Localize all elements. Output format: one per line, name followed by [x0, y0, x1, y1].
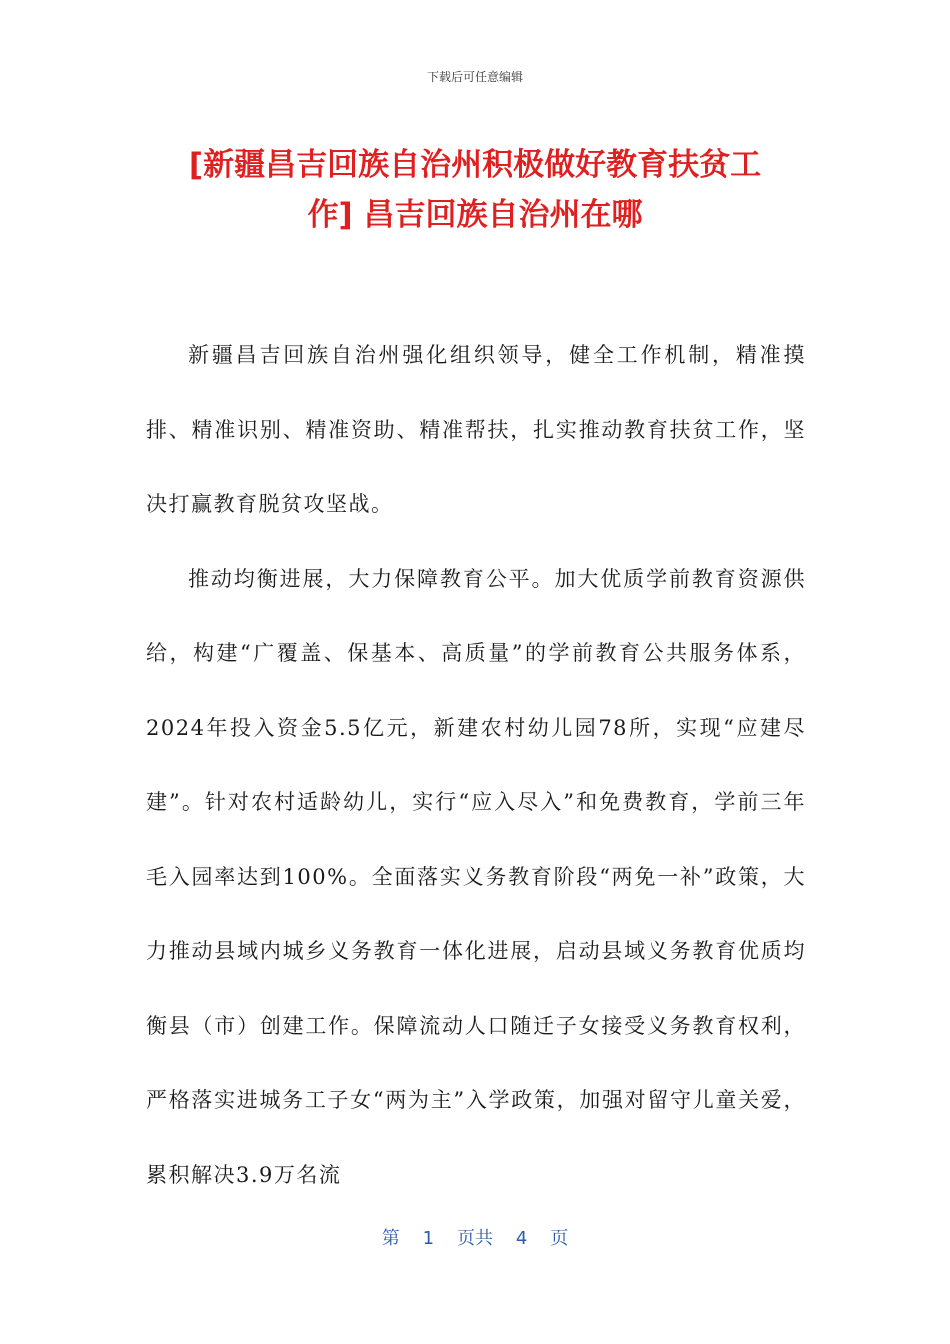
document-body — [146, 318, 806, 1212]
document-title-line-1: [新疆昌吉回族自治州积极做好教育扶贫工 — [188, 147, 762, 183]
footer-suffix: 页 — [550, 1228, 569, 1249]
document-title-line-2: 作] 昌吉回族自治州在哪 — [307, 197, 643, 233]
paragraph-1: 新疆昌吉回族自治州强化组织领导，健全工作机制，精准摸排、精准识别、精准资助、精准帮扶，扎实推动教育扶贫工作，坚决打赢教育脱贫攻坚战。 — [146, 343, 806, 516]
footer-total-pages: 4 — [515, 1228, 528, 1249]
header-note: 下载后可任意编辑 — [426, 70, 523, 84]
footer-current-page: 1 — [422, 1228, 435, 1249]
page-footer — [0, 1224, 950, 1250]
document-title — [140, 140, 810, 240]
footer-prefix: 第 — [381, 1228, 400, 1249]
paragraph-2: 推动均衡进展，大力保障教育公平。加大优质学前教育资源供给，构建“广覆盖、保基本、高质量”的学前教育公共服务体系，2024年投入资金5.5亿元，新建农村幼儿园78所，实现“应建尽建”。针对农村适龄幼儿，实行“应入尽入”和免费教育，学前三年毛入园率达到100%。全面落实义务教育阶段“两免一补”政策，大力推动县域内城乡义务教育一体化进展，启动县域义务教育优质均衡县（市）创建工作。保障流动人口随迁子女接受义务教育权利，严格落实进城务工子女“两为主”入学政策，加强对留守儿童关爱，累积解决3.9万名流 — [146, 566, 806, 1187]
footer-middle: 页共 — [457, 1228, 493, 1249]
